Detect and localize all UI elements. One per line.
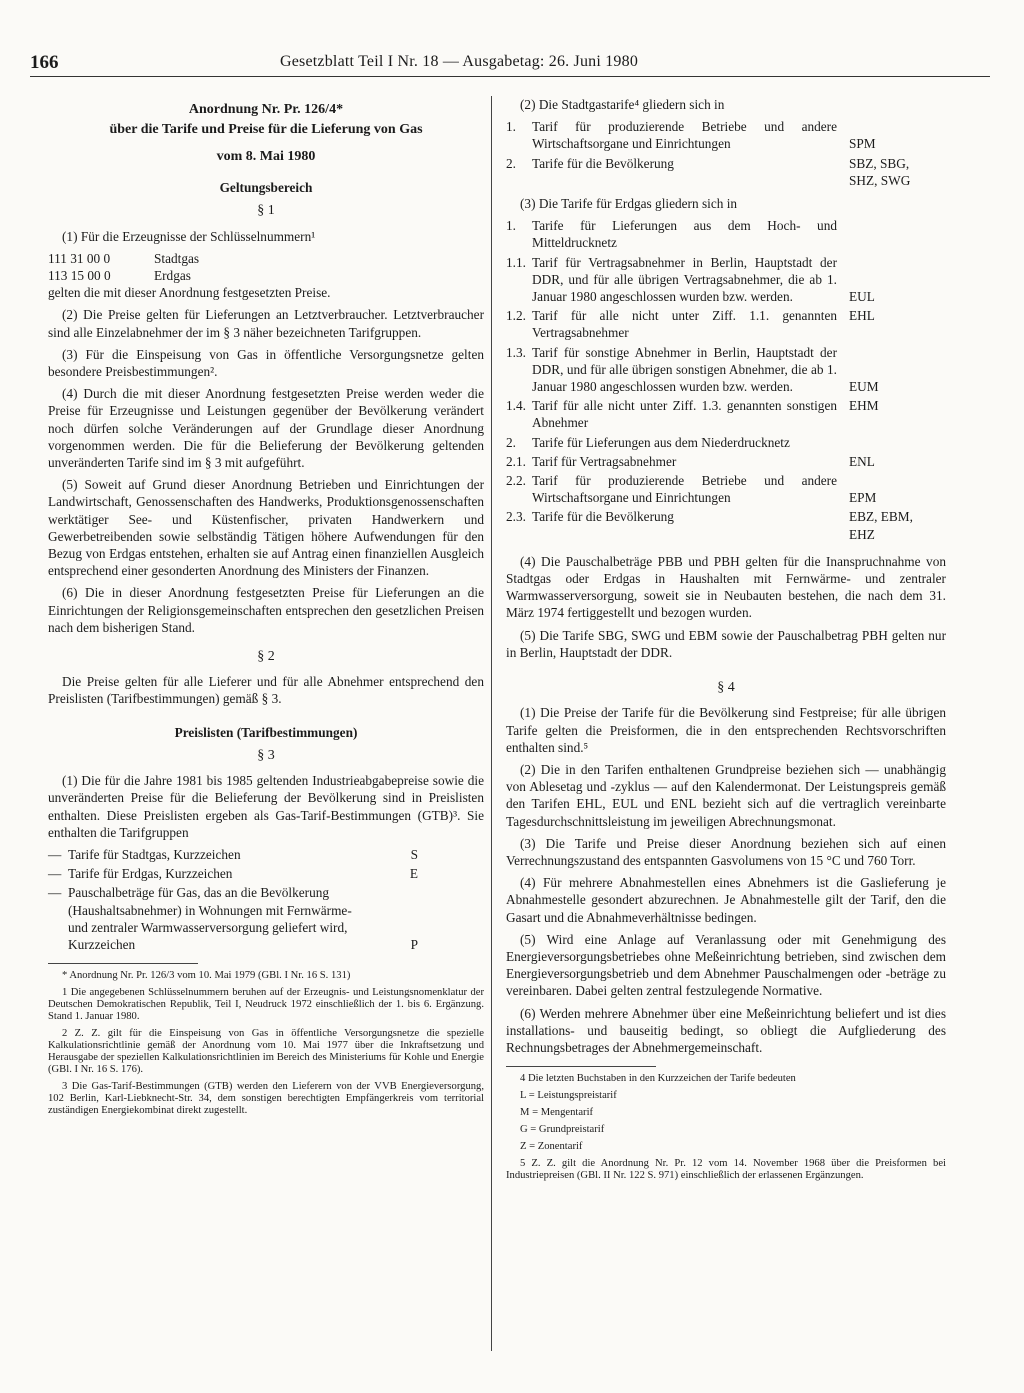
p4-sub2: (2) Die in den Tarifen enthaltenen Grundpreise beziehen sich — unabhängig von Ablesetag und -zyklus — auf den Kalendermonat. Der Leistungspreis gemäß den Tarifen EHL, EUL und ENL bezieht sich auf die vertraglich vereinbarte Tagesdurchschnittsleistung im jeweiligen Abrechnungsmonat. bbox=[506, 761, 946, 829]
tariff-code: EUL bbox=[849, 289, 875, 305]
tariff-code: EBZ, EBM, EHZ bbox=[849, 509, 913, 542]
tariff-group-list bbox=[48, 846, 484, 953]
footnote: 5 Z. Z. gilt die Anordnung Nr. Pr. 12 vom 14. November 1968 über die Preisformen bei Industriepreisen (GBl. II Nr. 122 S. 971) einschließlich der erlassenen Ergänzungen. bbox=[506, 1158, 946, 1182]
footnote: * Anordnung Nr. Pr. 126/3 vom 10. Mai 1979 (GBl. I Nr. 16 S. 131) bbox=[62, 970, 351, 982]
code-row-erdgas bbox=[48, 267, 484, 284]
tariff-code: EHM bbox=[849, 398, 879, 414]
ordinance-date: vom 8. Mai 1980 bbox=[216, 149, 316, 164]
tariff-code: EHL bbox=[849, 308, 875, 324]
paragraph-sign-1: § 1 bbox=[257, 203, 275, 219]
tariff-row: 1. Tarife für Lieferungen aus dem Hoch- und Mitteldrucknetz bbox=[506, 218, 837, 251]
page-number: 166 bbox=[30, 52, 59, 73]
tariff-code: ENL bbox=[849, 453, 875, 469]
tariff-row: 2.3. Tarife für die Bevölkerung EBZ, EBM, EHZ bbox=[506, 508, 946, 542]
name-stadtgas: Stadtgas bbox=[154, 250, 200, 266]
tariff-row: 2.1. Tarif für Vertragsabnehmer ENL bbox=[506, 453, 946, 470]
p4-sub1: (1) Die Preise der Tarife für die Bevölkerung sind Festpreise; für alle übrigen Tarife gelten die Preisformen, die in den entsprechenden Rechtsvorschriften enthalten sind.⁵ bbox=[506, 705, 946, 755]
p1-sub1-cont: gelten die mit dieser Anordnung festgesetzten Preise. bbox=[48, 285, 331, 301]
p1-sub5: (5) Soweit auf Grund dieser Anordnung Betrieben und Einrichtungen der Landwirtschaft, Genossenschaften des Handwerks, Produktionsgenossenschaften werktätiger See- und Küstenfischer, privaten Handwerkern und Gewerbetreibenden sowie selbständig Tätigen höhere Aufwendungen für den Bezug von Erdgas entstehen, erhalten sie auf Antrag einen finanziellen Ausgleich entsprechend einer gesonderten Anordnung des Ministers der Finanzen. bbox=[48, 477, 484, 579]
name-erdgas: Erdgas bbox=[154, 268, 191, 284]
code-row-stadtgas bbox=[48, 250, 484, 267]
p1-sub3: (3) Für die Einspeisung von Gas in öffentliche Versorgungsnetze gelten besondere Preisbestimmungen². bbox=[48, 346, 484, 380]
tariff-row: 1. Tarif für produzierende Betriebe und andere Wirtschaftsorgane und Einrichtungen SPM bbox=[506, 118, 946, 152]
p3-sub1: (1) Die für die Jahre 1981 bis 1985 geltenden Industrieabgabepreise sowie die unveränderten Preise für die Belieferung der Bevölkerung sind in Preislisten enthalten. Diese Preislisten ergeben als Gas-Tarif-Bestimmungen (GTB)³. Sie enthalten die Tarifgruppen bbox=[48, 773, 484, 840]
code-stadtgas: 111 31 00 0 bbox=[48, 250, 111, 266]
p3-sub2: (2) Die Stadtgastarife⁴ gliedern sich in bbox=[520, 97, 725, 112]
paragraph-sign-4: § 4 bbox=[717, 680, 735, 696]
p4-sub6: (6) Werden mehrere Abnehmer über eine Meßeinrichtung beliefert und ist dies installations- und bauseitig bedingt, so obliegt die Aufgliederung des Rechnungsbetrages der Abnehmergemeinschaft. bbox=[506, 1005, 946, 1055]
footnote-legend-item: L = Leistungspreistarif bbox=[520, 1090, 617, 1102]
p4-sub3: (3) Die Tarife und Preise dieser Anordnung beziehen sich auf einen Verrechnungszustand des entspannten Gasvolumens von 15 °C und 760 Torr. bbox=[506, 835, 946, 868]
p2-text: Die Preise gelten für alle Lieferer und für alle Abnehmer entsprechend den Preislisten (Tarifbestimmungen) gemäß § 3. bbox=[48, 674, 484, 707]
footnote-legend-item: M = Mengentarif bbox=[520, 1107, 594, 1119]
tariff-code: EPM bbox=[849, 490, 877, 506]
tariff-row: 1.4. Tarif für alle nicht unter Ziff. 1.3. genannten sonstigen Abnehmer EHM bbox=[506, 397, 946, 431]
tariff-row: 2.2. Tarif für produzierende Betriebe und andere Wirtschaftsorgane und Einrichtungen EPM bbox=[506, 472, 946, 506]
footnote: 2 Z. Z. gilt für die Einspeisung von Gas in öffentliche Versorgungsnetze die spezielle Kalkulationsrichtlinie gemäß der Anordnung vom 10. Mai 1977 über die Inkraftsetzung und Herausgabe der speziellen Kalkulationsrichtlinien im Bereich des Ministeriums für Kohle und Energie (GBl. I Nr. 16 S. 176). bbox=[48, 1028, 484, 1076]
tariff-code: SBZ, SBG, SHZ, SWG bbox=[849, 155, 911, 188]
tariff-group-code: P bbox=[410, 936, 418, 952]
footnote: 4 Die letzten Buchstaben in den Kurzzeichen der Tarife bedeuten bbox=[520, 1073, 796, 1085]
tariff-code: SPM bbox=[849, 136, 876, 152]
tariff-row: 2. Tarife für die Bevölkerung SBZ, SBG, SHZ, SWG bbox=[506, 155, 946, 189]
footnote-rule bbox=[506, 1066, 656, 1067]
paragraph-sign-3: § 3 bbox=[257, 747, 275, 763]
tariff-code bbox=[837, 434, 929, 451]
p4-sub4: (4) Für mehrere Abnahmestellen eines Abnehmers ist die Gaslieferung je Abnahmestelle gesondert abzurechnen. Je Abnahmestelle gilt der Tarif, den die Gasart und die Abnahmeverhältnisse bedingen. bbox=[506, 875, 946, 925]
paragraph-sign-2: § 2 bbox=[257, 649, 275, 665]
section-heading-preislisten: Preislisten (Tarifbestimmungen) bbox=[174, 724, 358, 740]
tariff-code: EUM bbox=[849, 379, 879, 395]
footnote: 3 Die Gas-Tarif-Bestimmungen (GTB) werden den Lieferern von der VVB Energieversorgung, 102 Berlin, Karl-Liebknecht-Str. 34, dem sonstigen berechtigten Empfängerkreis vom territorial zuständigen Energiekombinat direkt zugestellt. bbox=[48, 1081, 484, 1117]
p1-sub1: (1) Für die Erzeugnisse der Schlüsselnummern¹ bbox=[62, 228, 316, 244]
footnotes-right bbox=[506, 1073, 946, 1182]
footnote-legend-item: G = Grundpreistarif bbox=[520, 1124, 605, 1136]
p1-sub2: (2) Die Preise gelten für Lieferungen an Letztverbraucher. Letztverbraucher sind alle Einzelabnehmer der im § 3 näher bezeichneten Tarifgruppen. bbox=[48, 307, 484, 340]
tariff-group-item: — Tarife für Stadtgas, Kurzzeichen S bbox=[48, 846, 418, 862]
tariff-row: 1.2. Tarif für alle nicht unter Ziff. 1.1. genannten Vertragsabnehmer EHL bbox=[506, 307, 946, 341]
tariff-group-code: E bbox=[409, 866, 418, 882]
left-column bbox=[48, 100, 484, 1122]
footnote: 1 Die angegebenen Schlüsselnummern beruhen auf der Erzeugnis- und Leistungsnomenklatur der Deutschen Demokratischen Republik, Teil I, Neudruck 1972 einschließlich der 1. bis 6. Ergänzung. Stand 1. Januar 1980. bbox=[48, 987, 484, 1023]
stadtgas-tariff-list bbox=[506, 118, 946, 189]
p4-sub5: (5) Wird eine Anlage auf Veranlassung oder mit Genehmigung des Energieversorgungsbetriebes ohne Meßeinrichtung betrieben, sind zwischen dem Energieversorgungsbetrieb und dem Abnehmer Pauschalmengen oder -beträge zu vereinbaren. Dabei gelten zentral festzulegende Normative. bbox=[506, 931, 946, 999]
title-line-2: über die Tarife und Preise für die Lieferung von Gas bbox=[109, 122, 423, 137]
tariff-row: 2. Tarife für Lieferungen aus dem Niederdrucknetz bbox=[506, 434, 946, 451]
tariff-group-item: — Pauschalbeträge für Gas, das an die Bevölkerung (Haushaltsabnehmer) in Wohnungen mit Fernwärme- und zentraler Warmwasserversorgung geliefert wird, Kurzzeichen P bbox=[48, 885, 418, 952]
column-divider bbox=[491, 96, 492, 1351]
tariff-row: 1.3. Tarif für sonstige Abnehmer in Berlin, Hauptstadt der DDR, und für alle übrigen sonstigen Abnehmer, die ab 1. Januar 1980 angeschlossen wurden bzw. werden. EUM bbox=[506, 344, 946, 396]
tariff-group-code: S bbox=[410, 846, 418, 862]
p3-sub3: (3) Die Tarife für Erdgas gliedern sich in bbox=[520, 196, 738, 212]
footnotes-left bbox=[48, 970, 484, 1117]
p3-sub4: (4) Die Pauschalbeträge PBB und PBH gelten für die Inanspruchnahme von Stadtgas oder Erdgas in Haushalten mit Fernwärme- und zentraler Warmwasserversorgung, soweit sie in Neubauten bestehen, die nach dem 31. März 1974 fertiggestellt und bezogen wurden. bbox=[506, 553, 946, 621]
code-erdgas: 113 15 00 0 bbox=[48, 268, 111, 284]
running-title: Gesetzblatt Teil I Nr. 18 — Ausgabetag: 26. Juni 1980 bbox=[280, 53, 639, 70]
p1-sub6: (6) Die in dieser Anordnung festgesetzten Preise für Lieferungen an die Einrichtungen der Religionsgemeinschaften entsprechen den gesetzlichen Preisen nach dem bisherigen Stand. bbox=[48, 585, 484, 635]
ordinance-title bbox=[48, 100, 484, 140]
page-header bbox=[30, 52, 990, 77]
footnote-rule bbox=[48, 963, 198, 964]
footnote-legend-item: Z = Zonentarif bbox=[520, 1141, 583, 1153]
erdgas-tariff-list bbox=[506, 217, 946, 543]
p1-sub4: (4) Durch die mit dieser Anordnung festgesetzten Preise werden weder die Preise für Erzeugnisse und Leistungen gegenüber der Bevölkerung verändert noch dürfen solche Veränderungen auf der Grundlage dieser Anordnung vorgenommen werden. Die für die Belieferung der Bevölkerung geltenden unveränderten Tarife sind im § 3 mit aufgeführt. bbox=[48, 386, 484, 471]
right-column bbox=[506, 96, 946, 1187]
title-line-1: Anordnung Nr. Pr. 126/4* bbox=[188, 102, 344, 117]
tariff-group-item: — Tarife für Erdgas, Kurzzeichen E bbox=[48, 866, 418, 882]
tariff-row: 1.1. Tarif für Vertragsabnehmer in Berlin, Hauptstadt der DDR, und für alle übrigen Vertragsabnehmer, die ab 1. Januar 1980 angeschlossen wurden bzw. werden. EUL bbox=[506, 254, 946, 306]
p3-sub5: (5) Die Tarife SBG, SWG und EBM sowie der Pauschalbetrag PBH gelten nur in Berlin, Hauptstadt der DDR. bbox=[506, 627, 946, 660]
section-heading-geltungsbereich: Geltungsbereich bbox=[219, 180, 313, 196]
